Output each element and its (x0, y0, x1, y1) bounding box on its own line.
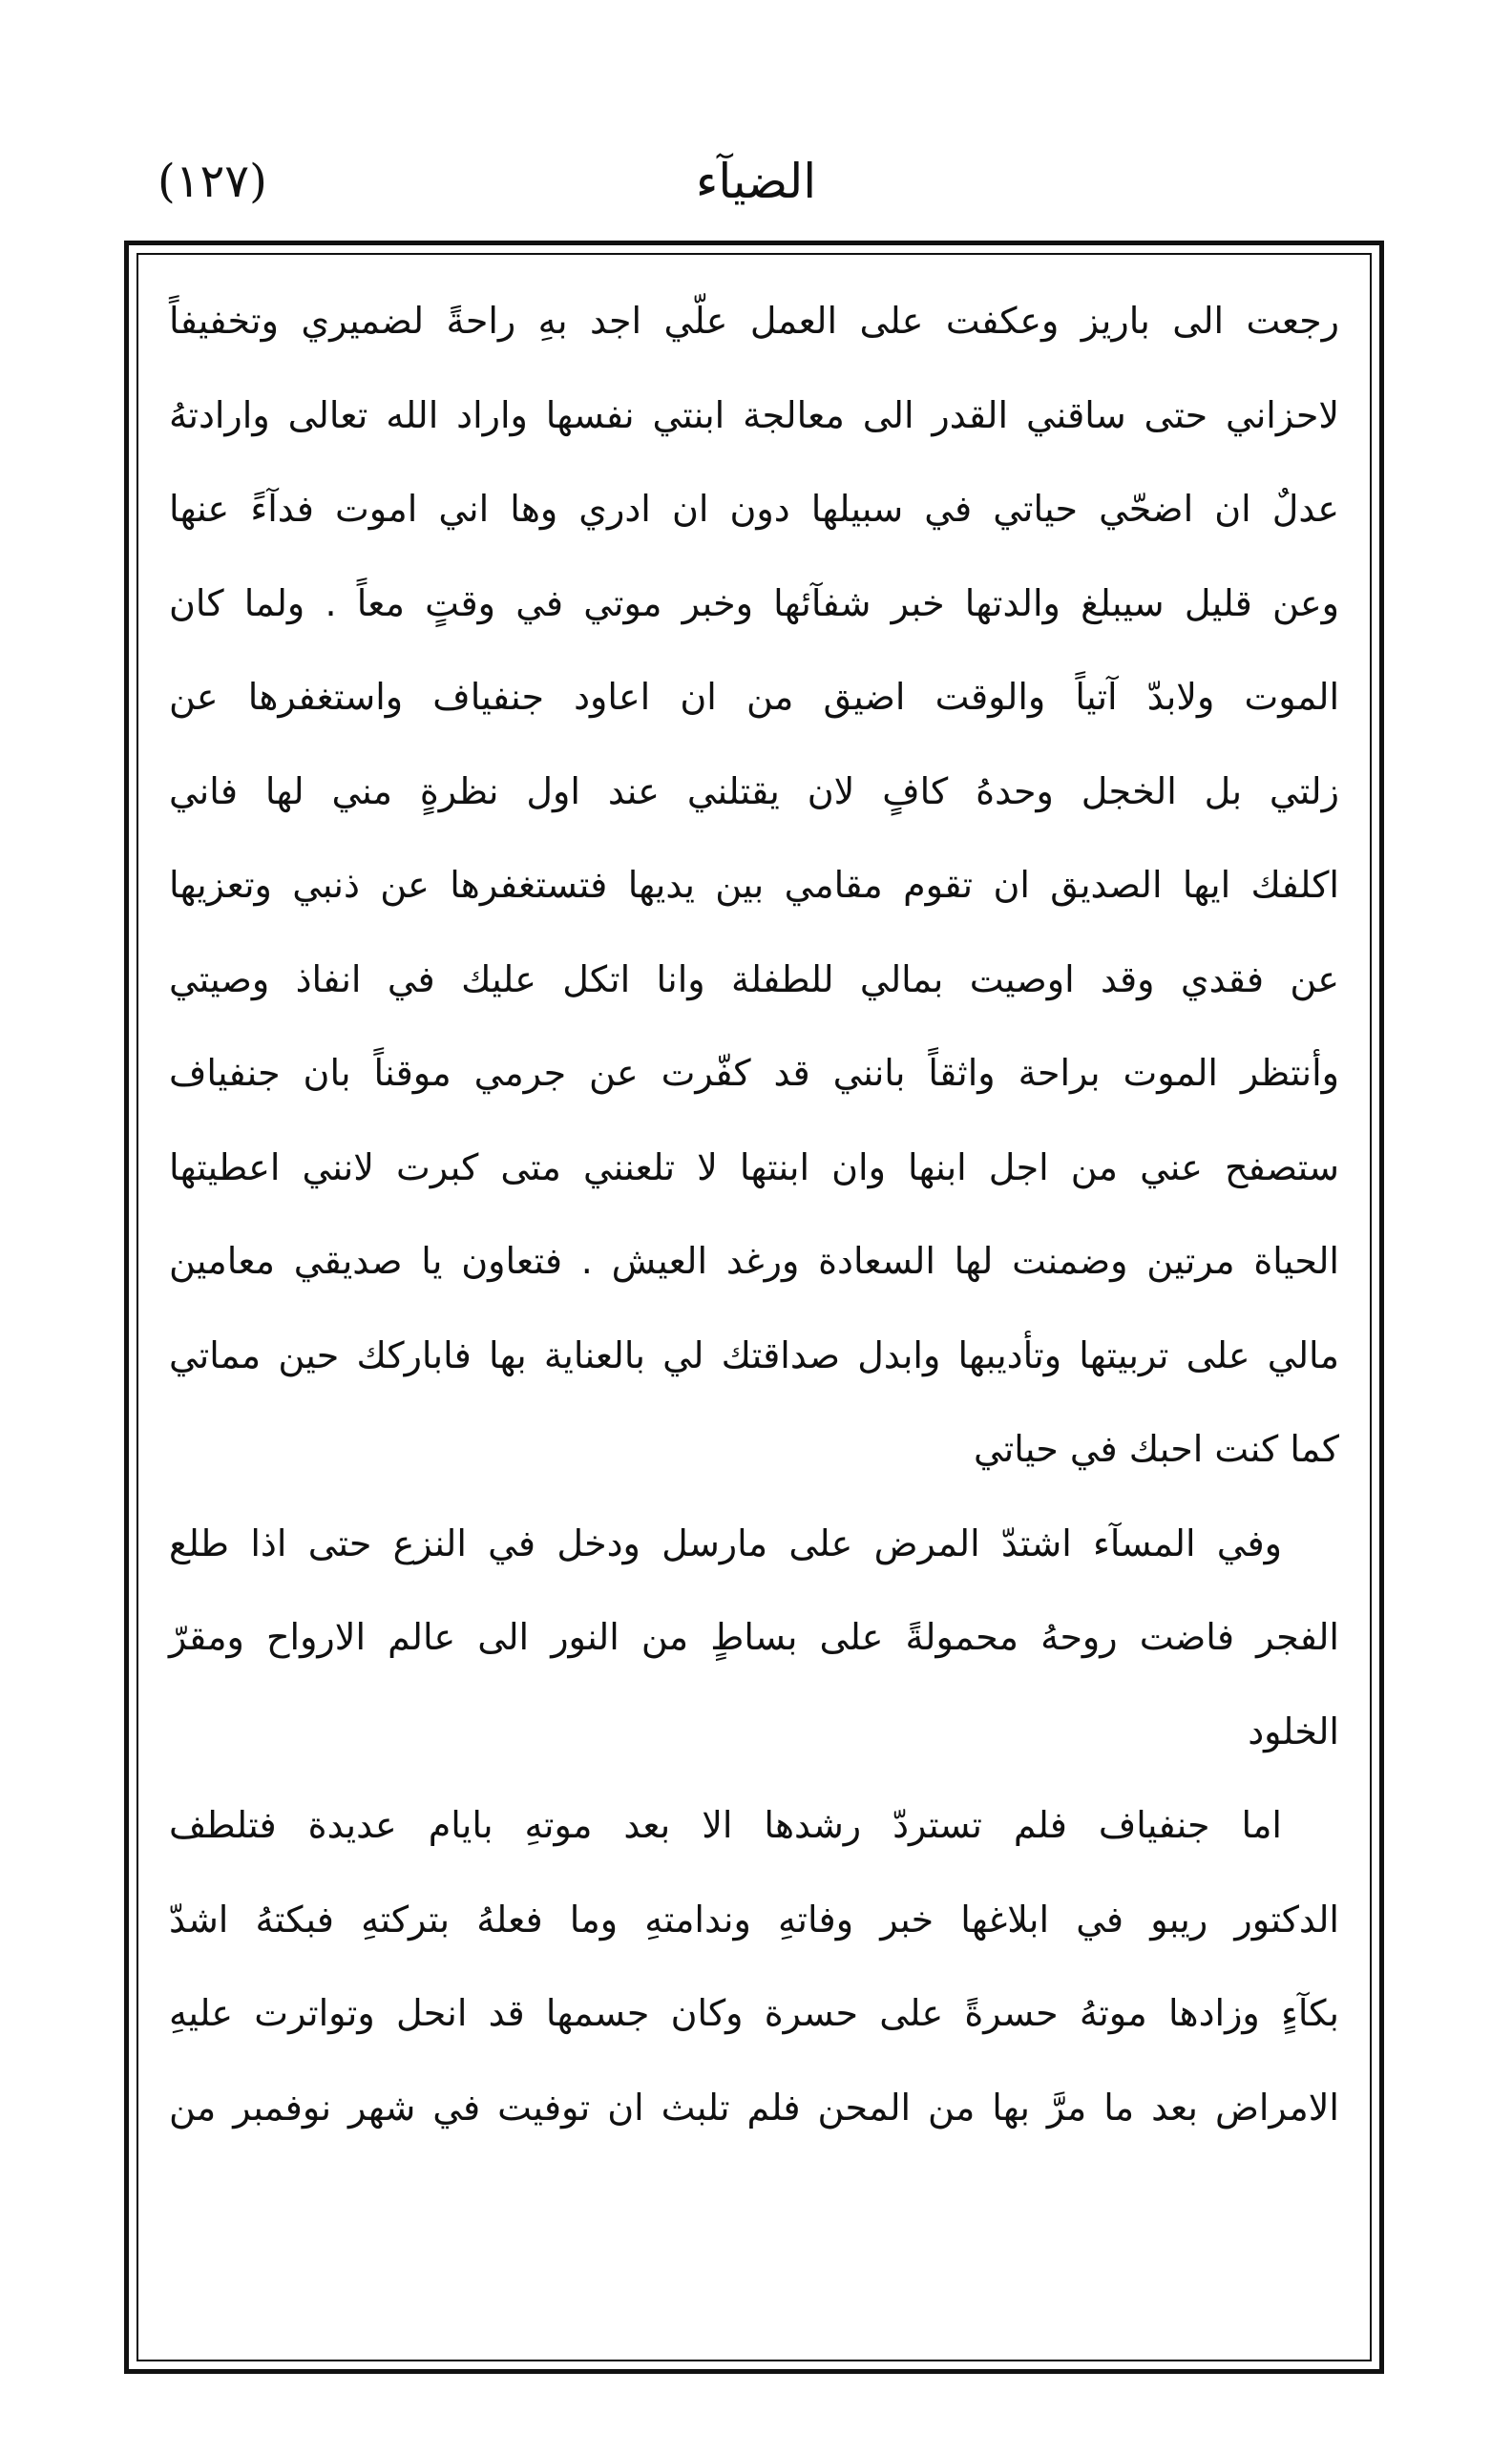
body-text (169, 274, 1339, 2154)
text-line: الامراض بعد ما مرَّ بها من المحن فلم تلبث ان توفيت في شهر نوفمبر من (169, 2086, 1339, 2129)
text-line: وأنتظر الموت براحة واثقاً بانني قد كفّرت عن جرمي موقناً بان جنفياف (169, 1052, 1339, 1094)
text-line: الحياة مرتين وضمنت لها السعادة ورغد العيش . فتعاون يا صديقي معامين (169, 1240, 1339, 1282)
running-title: الضيآء (695, 154, 817, 209)
text-line: عن فقدي وقد اوصيت بمالي للطفلة وانا اتكل عليك في انفاذ وصيتي (169, 957, 1339, 1000)
text-line: الموت ولابدّ آتياً والوقت اضيق من ان اعاود جنفياف واستغفرها عن (169, 676, 1339, 718)
text-line: بكآءٍ وزادها موتهُ حسرةً على حسرة وكان جسمها قد انحل وتواترت عليهِ (169, 1992, 1339, 2034)
text-line: الخلود (1248, 1710, 1339, 1752)
text-line: لاحزاني حتى ساقني القدر الى معالجة ابنتي نفسها واراد الله تعالى وارادتهُ (169, 393, 1339, 436)
text-line: الدكتور ريبو في ابلاغها خبر وفاتهِ وندامتهِ وما فعلهُ بتركتهِ فبكتهُ اشدّ (169, 1898, 1339, 1941)
page-number: (١٢٧) (158, 155, 267, 208)
text-line: كما كنت احبك في حياتي (974, 1428, 1339, 1470)
text-line: وفي المسآء اشتدّ المرض على مارسل ودخل في النزع حتى اذا طلع (169, 1521, 1282, 1564)
text-frame (124, 241, 1384, 2374)
page-header (0, 143, 1512, 229)
text-line: عدلٌ ان اضحّي حياتي في سبيلها دون ان ادري وها اني اموت فدآءً عنها (169, 488, 1339, 530)
text-line: رجعت الى باريز وعكفت على العمل علّي اجد بهِ راحةً لضميري وتخفيفاً (169, 300, 1339, 342)
text-line: وعن قليل سيبلغ والدتها خبر شفآئها وخبر موتي في وقتٍ معاً . ولما كان (169, 581, 1339, 624)
text-line: مالي على تربيتها وتأديبها وابدل صداقتك لي بالعناية بها فاباركك حين مماتي (169, 1333, 1339, 1376)
text-line: اكلفك ايها الصديق ان تقوم مقامي بين يديها فتستغفرها عن ذنبي وتعزيها (169, 864, 1339, 906)
text-line: ستصفح عني من اجل ابنها وان ابنتها لا تلعنني متى كبرت لانني اعطيتها (169, 1145, 1339, 1188)
text-line: الفجر فاضت روحهُ محمولةً على بساطٍ من النور الى عالم الارواح ومقرّ (169, 1616, 1339, 1658)
text-line: اما جنفياف فلم تستردّ رشدها الا بعد موتهِ بايام عديدة فتلطف (169, 1804, 1282, 1846)
text-line: زلتي بل الخجل وحدهُ كافٍ لان يقتلني عند اول نظرةٍ مني لها فاني (169, 769, 1339, 812)
